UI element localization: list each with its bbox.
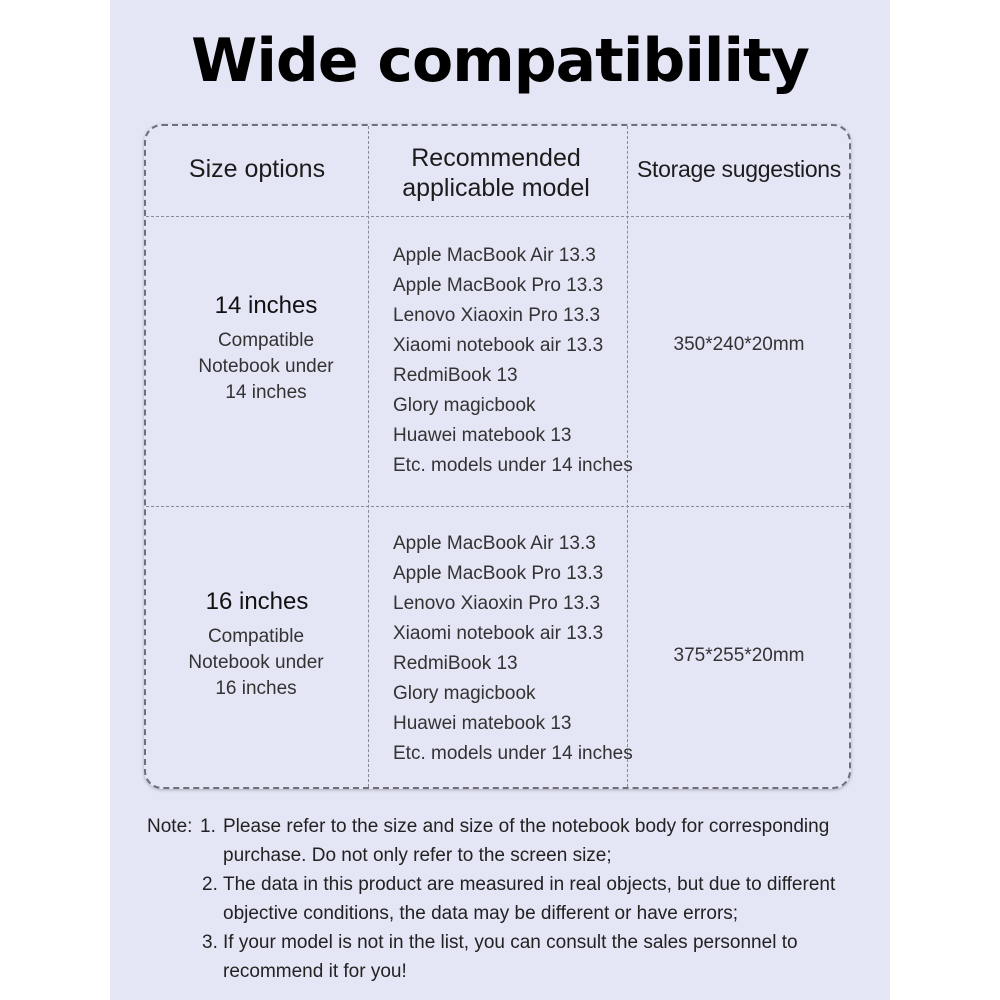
row1-storage: 350*240*20mm — [673, 334, 805, 355]
list-item: Apple MacBook Pro 13.3 — [393, 563, 604, 584]
compatibility-table — [144, 124, 851, 789]
row1-model-list — [393, 241, 633, 481]
list-item: RedmiBook 13 — [393, 653, 518, 674]
list-item: Etc. models under 14 inches — [393, 455, 633, 476]
list-item: Apple MacBook Air 13.3 — [393, 533, 596, 554]
list-item: Etc. models under 14 inches — [393, 743, 633, 764]
note-number: 1. — [200, 816, 216, 837]
list-item: Xiaomi notebook air 13.3 — [393, 623, 604, 644]
header-storage-suggestions: Storage suggestions — [637, 156, 841, 182]
header-recommended-model: Recommended applicable model — [402, 144, 590, 202]
row2-size-title: 16 inches — [205, 588, 309, 615]
note-number: 2. — [202, 874, 218, 895]
row1-size-title: 14 inches — [214, 292, 318, 319]
row2-size-description: Compatible Notebook under 16 inches — [188, 626, 324, 699]
note-prefix: Note: — [147, 816, 193, 837]
list-item: Glory magicbook — [393, 683, 536, 704]
list-item: Apple MacBook Pro 13.3 — [393, 275, 604, 296]
header-size-options: Size options — [188, 155, 326, 183]
note-text: Please refer to the size and size of the notebook body for corresponding purchase. Do not only refer to the screen size; — [223, 816, 830, 866]
row2-storage: 375*255*20mm — [673, 645, 805, 666]
list-item: Lenovo Xiaoxin Pro 13.3 — [393, 593, 601, 614]
row2-model-list — [393, 529, 633, 769]
column-divider — [368, 126, 369, 787]
note-text: The data in this product are measured in real objects, but due to different objective conditions, the data may be different or have errors; — [223, 874, 836, 924]
list-item: Xiaomi notebook air 13.3 — [393, 335, 604, 356]
note-item — [147, 812, 867, 870]
note-item — [147, 870, 867, 928]
row-divider — [146, 216, 849, 217]
row1-size-description: Compatible Notebook under 14 inches — [198, 330, 334, 403]
notes-section — [147, 812, 867, 986]
note-text: If your model is not in the list, you can consult the sales personnel to recommend it for you! — [223, 932, 798, 982]
list-item: Apple MacBook Air 13.3 — [393, 245, 596, 266]
page-title: Wide compatibility — [191, 26, 809, 96]
row-divider — [146, 506, 849, 507]
list-item: Huawei matebook 13 — [393, 425, 572, 446]
list-item: Huawei matebook 13 — [393, 713, 572, 734]
list-item: Lenovo Xiaoxin Pro 13.3 — [393, 305, 601, 326]
list-item: RedmiBook 13 — [393, 365, 518, 386]
list-item: Glory magicbook — [393, 395, 536, 416]
note-number: 3. — [202, 932, 218, 953]
note-item — [147, 928, 867, 986]
